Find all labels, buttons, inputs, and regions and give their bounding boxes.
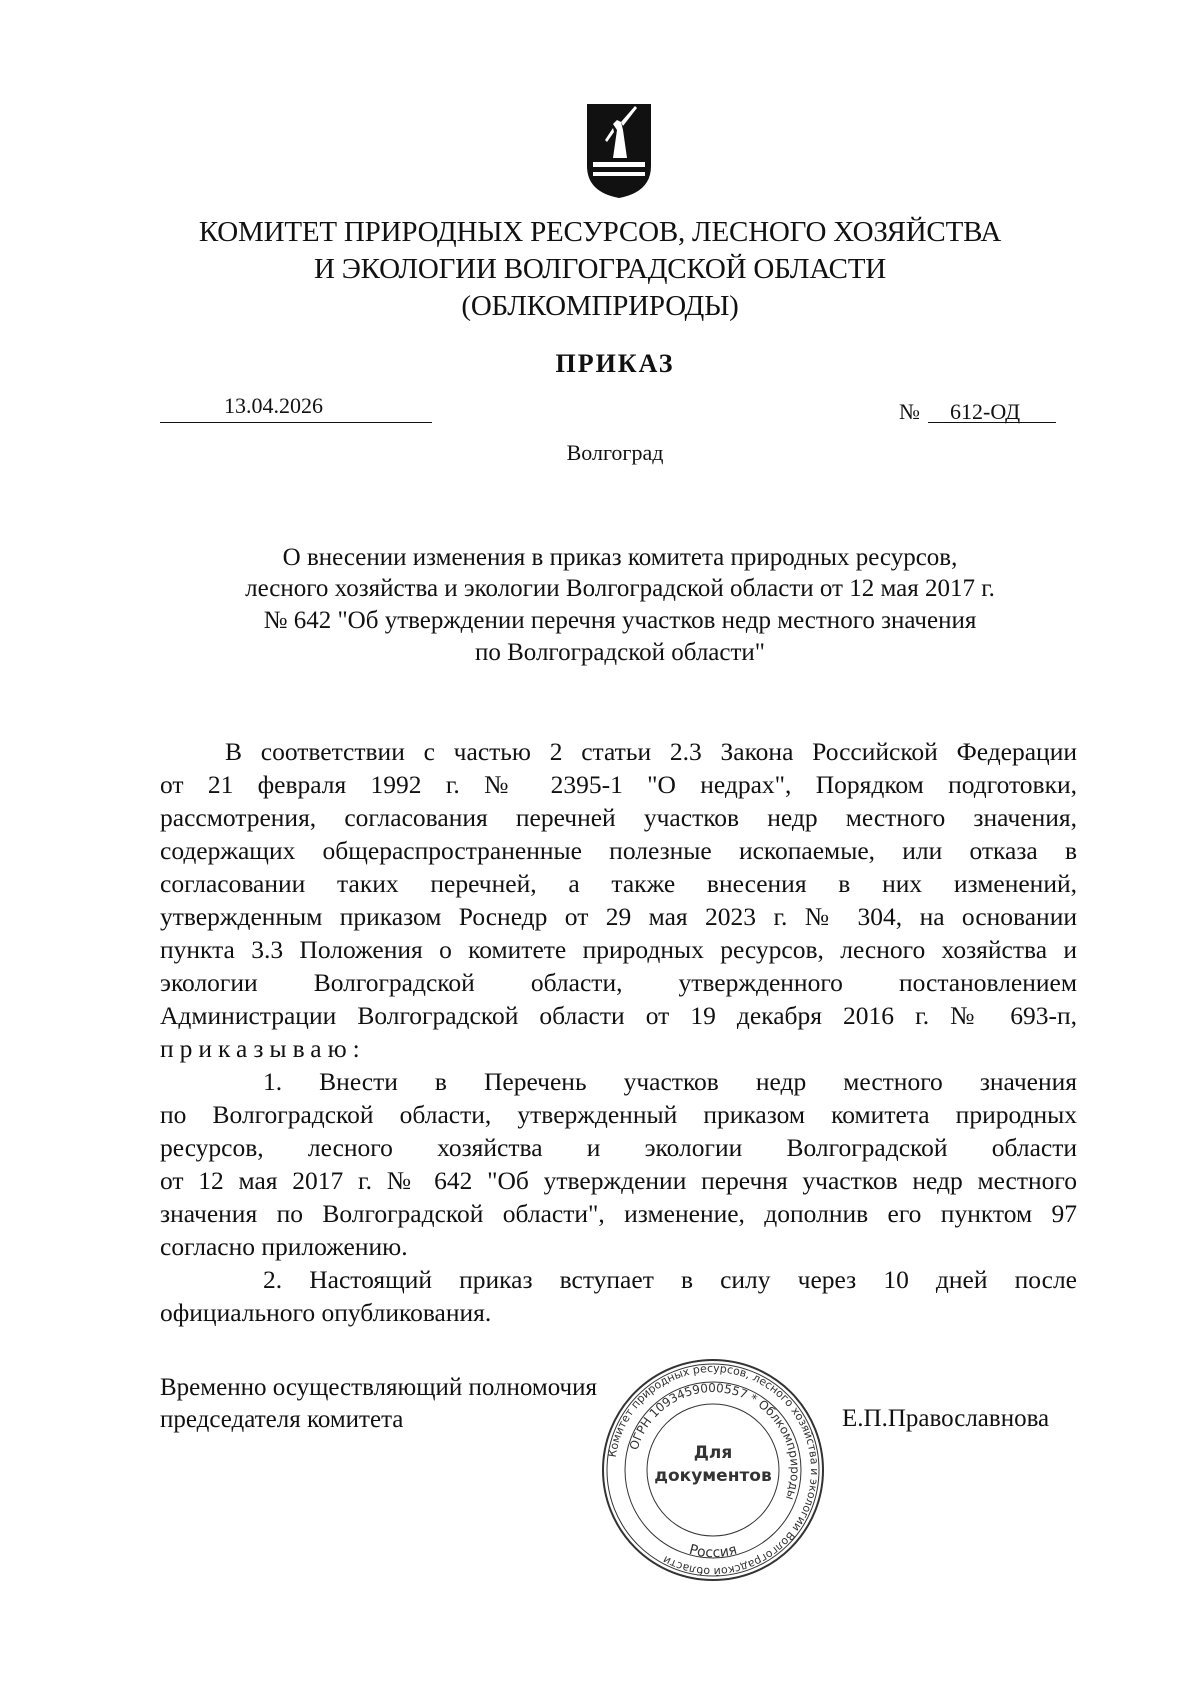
signatory-position-line1: Временно осуществляющий полномочия [160, 1374, 598, 1401]
stamp-outer-text: Комитет природных ресурсов, лесного хозяйства и экологии Волгоградской области [605, 1361, 822, 1579]
body-line: утвержденным приказом Роснедр от 29 мая 2023 г. № 304, на основании [160, 902, 1077, 931]
body-line: Администрации Волгоградской области от 19 декабря 2016 г. № 693-п, [160, 1001, 1077, 1030]
document-city: Волгоград [566, 440, 664, 465]
signatory-name: Е.П.Православнова [842, 1405, 1050, 1432]
body-line: рассмотрения, согласования перечней участков недр местного значения, [160, 803, 1077, 832]
stamp-center-line2: документов [654, 1466, 772, 1486]
svg-text:Россия [687, 1542, 738, 1561]
body-line: согласно приложению. [160, 1232, 408, 1261]
stamp-inner-text: ОГРН 1093459000557 * Облкомприроды [626, 1380, 803, 1502]
signatory-position-line2: председателя комитета [160, 1406, 404, 1433]
date-underline [160, 422, 432, 423]
document-number: 612-ОД [950, 399, 1021, 424]
subject-line: О внесении изменения в приказ комитета природных ресурсов, [282, 544, 958, 571]
number-sign: № [899, 399, 920, 424]
subject-line: лесного хозяйства и экологии Волгоградской области от 12 мая 2017 г. [245, 575, 995, 602]
stamp-center-line1: Для [693, 1443, 733, 1463]
body-line: от 12 мая 2017 г. № 642 "Об утверждении перечня участков недр местного [160, 1166, 1077, 1195]
body-line: от 21 февраля 1992 г. № 2395-1 "О недрах", Порядком подготовки, [160, 770, 1077, 799]
body-line: 1. Внести в Перечень участков недр местного значения [263, 1067, 1077, 1096]
subject-line: № 642 "Об утверждении перечня участков недр местного значения [263, 607, 977, 634]
body-line: согласовании таких перечней, а также внесения в них изменений, [160, 869, 1077, 898]
stamp-bottom-text: Россия [687, 1541, 739, 1562]
organization-name-line1: КОМИТЕТ ПРИРОДНЫХ РЕСУРСОВ, ЛЕСНОГО ХОЗЯЙСТВА [198, 216, 1002, 248]
body-line: значения по Волгоградской области", изменение, дополнив его пунктом 97 [160, 1199, 1077, 1228]
document-date: 13.04.2026 [224, 393, 323, 418]
body-line: экологии Волгоградской области, утвержденного постановлением [160, 968, 1077, 997]
body-line: содержащих общераспространенные полезные ископаемые, или отказа в [160, 836, 1077, 865]
body-line: 2. Настоящий приказ вступает в силу через 10 дней после [263, 1265, 1077, 1294]
body-line: по Волгоградской области, утвержденный приказом комитета природных [160, 1100, 1077, 1129]
official-stamp [598, 1355, 828, 1585]
organization-name-line2: И ЭКОЛОГИИ ВОЛГОГРАДСКОЙ ОБЛАСТИ [313, 253, 887, 285]
subject-line: по Волгоградской области" [474, 639, 766, 666]
body-line: приказываю: [160, 1034, 366, 1063]
body-line: ресурсов, лесного хозяйства и экологии Волгоградской области [160, 1133, 1077, 1162]
document-type-title: ПРИКАЗ [555, 349, 675, 378]
organization-abbreviation: (ОБЛКОМПРИРОДЫ) [461, 290, 739, 322]
volgograd-emblem-icon [583, 100, 655, 200]
body-line: В соответствии с частью 2 статьи 2.3 Закона Российской Федерации [225, 737, 1077, 766]
body-line: пункта 3.3 Положения о комитете природных ресурсов, лесного хозяйства и [160, 935, 1077, 964]
body-line: официального опубликования. [160, 1298, 492, 1327]
